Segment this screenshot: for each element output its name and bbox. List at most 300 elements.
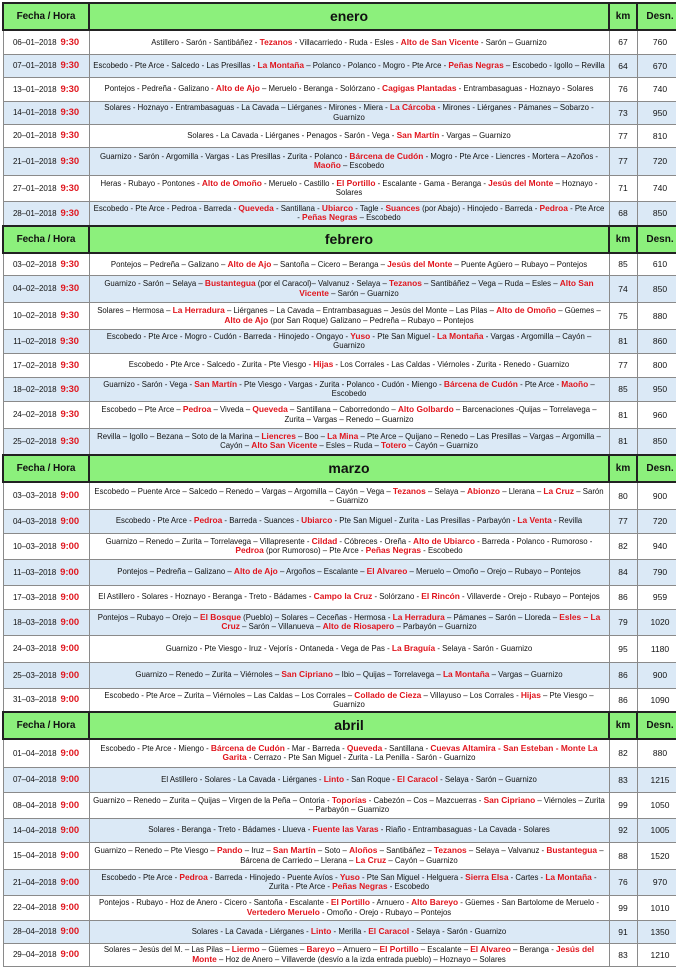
route-segment: – Beranga - <box>510 945 556 955</box>
highlight-climb: Totero <box>380 440 407 451</box>
route-segment: Solares – Jesús del M. – Las Pilas – <box>103 945 232 955</box>
route-cell <box>89 559 609 585</box>
ride-date: 10–03–2018 <box>12 541 57 551</box>
highlight-climb: Collado de Cieza <box>354 689 422 700</box>
highlight-climb: La Herradura <box>392 611 445 622</box>
route-segment: - Riaño - Entrambasaguas - La Cavada - Solares <box>378 825 550 835</box>
ride-time: 9:00 <box>60 926 80 937</box>
elevation-gain: 959 <box>637 585 676 609</box>
ride-date: 28–04–2018 <box>12 927 57 936</box>
elevation-gain: 670 <box>637 54 676 77</box>
highlight-climb: El Alvareo <box>470 944 511 955</box>
elevation-gain: 880 <box>637 739 676 767</box>
ride-time: 9:30 <box>60 359 80 371</box>
elevation-gain: 900 <box>637 662 676 688</box>
ride-date: 20–01–2018 <box>12 131 57 140</box>
highlight-climb: Linto <box>310 925 332 936</box>
ride-time: 9:00 <box>60 694 80 706</box>
route-segment: – Cayón – Guarnizo <box>406 441 478 451</box>
ride-date: 24–03–2018 <box>12 644 57 653</box>
distance-km: 77 <box>609 147 637 175</box>
ride-time: 9:00 <box>60 876 80 888</box>
route-segment: Revilla – Igollo – Bezana – Soto de la Marina – <box>97 432 262 442</box>
highlight-climb: Pando <box>216 845 243 856</box>
route-segment: Escobedo - Pte Arce - Mogro - Cudón - Barreda - Hinojedo - Ongayo - <box>106 331 351 341</box>
highlight-climb: Alto de Riosapero <box>322 621 395 631</box>
date-cell <box>3 329 89 353</box>
highlight-climb: La Herradura <box>172 305 225 316</box>
route-segment: – Villayuso – Los Corrales - <box>421 690 521 700</box>
route-cell <box>89 688 609 712</box>
highlight-climb: La Montaña <box>257 59 305 70</box>
ride-time: 9:00 <box>60 669 80 681</box>
ride-time: 9:30 <box>60 310 80 321</box>
route-segment: - Villacarriedo - Ruda - Esles - <box>292 37 401 47</box>
route-cell <box>89 818 609 842</box>
distance-km: 86 <box>609 585 637 609</box>
date-cell <box>3 302 89 329</box>
route-segment: - Solórzano - <box>372 592 422 602</box>
date-cell <box>3 792 89 818</box>
route-segment: - Santillana - <box>382 744 431 754</box>
elevation-gain: 1350 <box>637 920 676 943</box>
route-segment: – Selaya – <box>425 486 467 496</box>
distance-km: 83 <box>609 943 637 966</box>
route-cell <box>89 428 609 455</box>
ride-time: 9:00 <box>60 515 80 527</box>
route-segment: Escobedo – Puente Arce – Salcedo – Renedo – Vargas – Argomilla – Cayón – Vega – <box>94 486 393 496</box>
distance-km: 99 <box>609 792 637 818</box>
highlight-climb: La Braguía <box>391 642 436 653</box>
route-segment: - Los Corrales - Las Caldas - Viérnoles - Zurita - Renedo - Guarnizo <box>333 360 570 370</box>
ride-time: 9:00 <box>60 850 80 861</box>
ride-date: 03–03–2018 <box>12 491 57 501</box>
route-cell <box>89 533 609 559</box>
date-cell <box>3 147 89 175</box>
elevation-gain: 610 <box>637 253 676 275</box>
distance-km: 86 <box>609 688 637 712</box>
route-segment: Pontejos - Rubayo - Hoz de Anero - Cicero - Santoña - Escalante - <box>99 898 331 908</box>
route-segment: - Cerrazo - Pte San Miguel - Zurita - La Penilla - Sarón - Guarnizo <box>246 753 476 763</box>
route-segment: (por el Caracol)– Valvanuz - Selaya – <box>255 279 389 289</box>
route-segment: – Güemes – <box>259 945 307 955</box>
route-segment: – Santibáñez – Vega – Ruda – Esles – <box>421 279 560 289</box>
route-cell <box>89 739 609 767</box>
route-segment: – Güemes – <box>556 306 601 316</box>
ride-time: 9:00 <box>60 616 80 628</box>
highlight-climb: Fuente las Varas <box>312 824 379 835</box>
table-row <box>3 302 676 329</box>
highlight-climb: San Martín <box>194 378 238 389</box>
elevation-gain: 900 <box>637 482 676 509</box>
date-cell <box>3 943 89 966</box>
route-cell <box>89 609 609 635</box>
elevation-gain: 850 <box>637 428 676 455</box>
route-cell <box>89 201 609 226</box>
ride-time: 9:30 <box>60 107 80 118</box>
highlight-climb: Bustantegua <box>546 845 598 856</box>
date-cell <box>3 509 89 533</box>
date-time-header: Fecha / Hora <box>3 3 89 30</box>
route-segment: (por San Roque) Galizano – Pedreña – Rubayo – Pontejos <box>268 315 474 325</box>
highlight-climb: Tezanos <box>388 278 422 289</box>
month-name: enero <box>89 3 609 30</box>
route-cell <box>89 101 609 124</box>
highlight-climb: Alto de Ajo <box>224 314 269 325</box>
route-segment: Solares - Hoznayo - Entrambasaguas - La Cavada – Liérganes - Mirones - Miera - <box>104 103 390 113</box>
route-segment: (Pueblo) – Solares – Ceceñas - Hermosa - <box>241 612 393 622</box>
highlight-climb: Alto Bareyo <box>411 897 459 908</box>
highlight-climb: El Portillo <box>379 944 419 955</box>
route-segment: – Parbayón – Guarnizo <box>394 622 477 631</box>
date-time-header: Fecha / Hora <box>3 226 89 253</box>
date-cell <box>3 842 89 869</box>
route-segment: Pontejos – Pedreña – Galizano – <box>110 259 228 269</box>
distance-km: 99 <box>609 895 637 920</box>
elevation-gain: 950 <box>637 377 676 401</box>
route-cell <box>89 30 609 54</box>
date-cell <box>3 559 89 585</box>
route-segment: – Sarón – Guarnizo <box>329 486 604 505</box>
route-segment: – Pámanes – Sarón – Lloreda – <box>444 612 560 622</box>
distance-km: 88 <box>609 842 637 869</box>
ride-time: 9:00 <box>60 591 80 603</box>
route-cell <box>89 77 609 101</box>
ride-date: 11–02–2018 <box>13 336 57 346</box>
month-name: marzo <box>89 455 609 482</box>
ride-date: 04–02–2018 <box>12 284 57 293</box>
route-segment: - Mar - Barreda - <box>284 744 347 754</box>
ride-time: 9:00 <box>60 902 80 913</box>
highlight-climb: Jesús del Monte <box>387 258 453 269</box>
date-cell <box>3 920 89 943</box>
route-segment: - Pte San Miguel - Helguera - <box>359 872 466 882</box>
route-segment: - Arnuero - <box>369 898 412 908</box>
elevation-gain: 850 <box>637 275 676 302</box>
highlight-climb: Queveda <box>238 203 274 214</box>
date-cell <box>3 253 89 275</box>
ride-time: 9:30 <box>60 155 80 167</box>
highlight-climb: La Mina <box>327 431 359 442</box>
route-segment: - Selaya - Sarón – Guarnizo <box>438 774 537 784</box>
highlight-climb: El Alvareo <box>366 566 408 577</box>
distance-km: 67 <box>609 30 637 54</box>
ride-time: 9:30 <box>60 435 80 447</box>
table-row <box>3 77 676 101</box>
elevation-header: Desn. <box>637 226 676 253</box>
date-cell <box>3 585 89 609</box>
distance-km: 68 <box>609 201 637 226</box>
highlight-climb: Peñas Negras <box>365 545 422 555</box>
route-segment: – Puente Agüero – Rubayo – Pontejos <box>452 259 588 269</box>
ride-date: 07–01–2018 <box>12 61 57 70</box>
ride-time: 9:30 <box>60 283 80 294</box>
highlight-climb: Alto de Omoño <box>201 177 262 188</box>
route-segment: Escobedo - Pte Arce - Salcedo - Las Presillas - <box>93 60 258 70</box>
route-segment: Heras - Rubayo - Pontones - <box>100 178 202 188</box>
highlight-climb: Alto de San Vicente <box>400 36 479 47</box>
route-segment: – Polanco - Polanco - Mogro - Pte Arce - <box>304 60 449 70</box>
route-segment: Pontejos – Pedreña – Galizano – <box>117 567 234 577</box>
elevation-gain: 1520 <box>637 842 676 869</box>
route-segment: – Pte Viesgo – Guarnizo <box>333 690 594 709</box>
elevation-gain: 790 <box>637 559 676 585</box>
highlight-climb: Linto <box>323 773 345 784</box>
route-cell <box>89 792 609 818</box>
route-segment: – Vargas – Guarnizo <box>489 670 563 680</box>
highlight-climb: La Venta <box>517 515 552 526</box>
ride-time: 9:00 <box>60 566 79 578</box>
elevation-gain: 1090 <box>637 688 676 712</box>
table-row <box>3 688 676 712</box>
calendar-body <box>3 3 676 966</box>
route-segment: - Mogro - Pte Arce - Liencres - Mortera – Azoños - <box>423 151 599 161</box>
date-cell <box>3 275 89 302</box>
route-cell <box>89 377 609 401</box>
route-segment: - Santillana - <box>273 204 322 214</box>
highlight-climb: El Caracol <box>397 773 438 784</box>
route-segment: Escobedo – Pte Arce – <box>101 405 183 415</box>
highlight-climb: Cuevas Altamira - San Esteban - Monte La Garita <box>222 743 598 763</box>
distance-km: 80 <box>609 482 637 509</box>
ride-date: 04–03–2018 <box>12 516 57 526</box>
ride-date: 11–03–2018 <box>13 567 57 577</box>
distance-km: 91 <box>609 920 637 943</box>
highlight-climb: La Cárcoba <box>389 102 436 113</box>
highlight-climb: Jesús del Monte <box>488 177 554 188</box>
route-segment: - Omoño - Orejo - Rubayo – Pontejos <box>319 907 452 917</box>
route-segment: - Pte Arce - <box>297 204 605 223</box>
distance-km: 83 <box>609 767 637 792</box>
route-cell <box>89 482 609 509</box>
date-cell <box>3 401 89 428</box>
elevation-gain: 810 <box>637 124 676 147</box>
route-segment: - Meruelo - Castillo - <box>261 178 337 188</box>
highlight-climb: Pedroa <box>193 515 223 526</box>
elevation-gain: 960 <box>637 401 676 428</box>
route-segment: – Iruz – <box>242 846 273 856</box>
highlight-climb: La Montaña <box>437 330 484 341</box>
date-cell <box>3 662 89 688</box>
route-segment: Escobedo - Pte Arce - Miengo - <box>100 744 211 754</box>
date-cell <box>3 818 89 842</box>
route-segment: - Pte San Miguel - Zurita - Las Presillas - Parbayón - <box>332 516 518 526</box>
highlight-climb: El Portillo <box>336 177 376 188</box>
km-header: km <box>609 712 637 739</box>
date-cell <box>3 377 89 401</box>
ride-date: 08–04–2018 <box>12 800 57 810</box>
elevation-header: Desn. <box>637 712 676 739</box>
elevation-gain: 970 <box>637 869 676 895</box>
ride-time: 9:30 <box>60 383 80 395</box>
route-segment: - Entrambasaguas - Hoznayo - Solares <box>456 84 594 94</box>
route-segment: - San Roque - <box>344 774 398 784</box>
route-segment: – Sarón – Guarnizo <box>328 288 399 298</box>
table-row <box>3 869 676 895</box>
highlight-climb: Vertedero Meruelo <box>246 906 320 917</box>
highlight-climb: Tezanos <box>259 36 293 47</box>
ride-time: 9:30 <box>60 207 80 219</box>
route-segment: El Astillero - Solares - Hoznayo - Beranga - Treto - Bádames - <box>98 592 314 602</box>
date-cell <box>3 635 89 662</box>
route-segment: - Revilla <box>551 516 583 526</box>
route-cell <box>89 585 609 609</box>
date-cell <box>3 767 89 792</box>
ride-time: 9:30 <box>60 258 80 270</box>
route-segment: – Viveda – <box>211 405 253 415</box>
route-segment: – Selaya – Valvanuz - <box>466 846 547 856</box>
table-row <box>3 559 676 585</box>
highlight-climb: Bárcena de Cudón <box>443 378 518 389</box>
route-cell <box>89 635 609 662</box>
route-segment: – Soto – <box>315 846 350 856</box>
highlight-climb: Aloños <box>349 845 378 856</box>
route-segment: – Santoña – Cicero – Beranga – <box>271 259 388 269</box>
ride-time: 9:00 <box>60 774 80 785</box>
route-cell <box>89 353 609 377</box>
elevation-gain: 880 <box>637 302 676 329</box>
ride-time: 9:30 <box>60 409 80 420</box>
ride-date: 14–04–2018 <box>12 825 57 835</box>
ride-time: 9:30 <box>60 36 80 48</box>
highlight-climb: Campo la Cruz <box>313 591 373 602</box>
route-segment: – Boo – <box>295 432 328 442</box>
table-row <box>3 533 676 559</box>
date-cell <box>3 688 89 712</box>
date-cell <box>3 30 89 54</box>
route-cell <box>89 302 609 329</box>
ride-time: 9:00 <box>60 747 80 759</box>
table-row <box>3 895 676 920</box>
route-segment: Guarnizo - Sarón - Argomilla - Vargas - Las Presillas - Zurita - Polanco - <box>99 151 350 161</box>
route-segment: – Escalante – <box>418 945 471 955</box>
ride-date: 13–01–2018 <box>12 84 57 94</box>
elevation-gain: 1210 <box>637 943 676 966</box>
route-segment: - Cabezón – Cos – Mazcuerras - <box>366 795 484 805</box>
distance-km: 81 <box>609 401 637 428</box>
month-name: febrero <box>89 226 609 253</box>
distance-km: 85 <box>609 253 637 275</box>
highlight-climb: Peñas Negras <box>302 212 358 223</box>
route-segment: - Escalante - Gama - Beranga - <box>375 178 489 188</box>
highlight-climb: La Montaña <box>442 669 490 680</box>
elevation-gain: 760 <box>637 30 676 54</box>
table-row <box>3 428 676 455</box>
ride-date: 28–01–2018 <box>12 208 57 218</box>
ride-date: 18–03–2018 <box>12 617 57 627</box>
route-segment: - Tagle - <box>353 204 386 214</box>
highlight-climb: Hijas <box>313 359 334 370</box>
table-row <box>3 377 676 401</box>
table-row <box>3 943 676 966</box>
route-segment: – Meruelo – Omoño – Orejo – Rubayo – Pontejos <box>407 567 581 577</box>
date-cell <box>3 353 89 377</box>
distance-km: 71 <box>609 175 637 201</box>
table-row <box>3 767 676 792</box>
distance-km: 81 <box>609 329 637 353</box>
date-time-header: Fecha / Hora <box>3 455 89 482</box>
highlight-climb: Sierra Elsa <box>465 871 509 882</box>
km-header: km <box>609 455 637 482</box>
distance-km: 64 <box>609 54 637 77</box>
route-segment: - Escobedo <box>387 882 430 891</box>
month-name: abril <box>89 712 609 739</box>
ride-date: 01–04–2018 <box>12 748 57 758</box>
route-segment: – Meruelo - Beranga - Solórzano - <box>259 84 383 94</box>
ride-time: 9:30 <box>60 83 80 95</box>
highlight-climb: San Cipriano <box>483 794 536 805</box>
highlight-climb: Alto de Ubiarco <box>413 535 475 546</box>
ride-date: 06–01–2018 <box>12 37 57 47</box>
table-row <box>3 30 676 54</box>
highlight-climb: Jesús del Monte <box>192 944 595 964</box>
route-segment: - Pte Viesgo - Vargas - Zurita - Polanco - Cudón - Miengo - <box>237 379 444 389</box>
table-row <box>3 792 676 818</box>
route-cell <box>89 54 609 77</box>
route-segment: Guarnizo - Sarón - Vega - <box>103 379 195 389</box>
highlight-climb: La Cruz <box>355 854 387 865</box>
table-row <box>3 101 676 124</box>
highlight-climb: Alto de Omoño <box>496 305 557 316</box>
table-row <box>3 482 676 509</box>
ride-date: 17–03–2018 <box>12 592 57 602</box>
highlight-climb: Ubiarco <box>321 203 354 214</box>
table-row <box>3 124 676 147</box>
route-segment: – Barcenaciones -Quijas – Torrelavega – Zurita – Vargas – Renedo – Guarnizo <box>284 405 597 424</box>
ride-time: 9:00 <box>60 643 80 654</box>
distance-km: 76 <box>609 77 637 101</box>
table-row <box>3 585 676 609</box>
ride-time: 9:00 <box>60 949 80 960</box>
table-row <box>3 635 676 662</box>
highlight-climb: Suances <box>385 203 420 214</box>
route-cell <box>89 509 609 533</box>
highlight-climb: La Cruz <box>543 485 575 496</box>
highlight-climb: Ubiarco <box>301 515 333 526</box>
highlight-climb: Toporías <box>331 794 367 805</box>
route-segment: - Vargas - Argomilla – Cayón – Guarnizo <box>333 331 592 350</box>
route-segment: – Escobedo <box>340 161 385 170</box>
distance-km: 77 <box>609 509 637 533</box>
date-cell <box>3 54 89 77</box>
route-segment: – Argoños – Escalante – <box>277 567 367 577</box>
distance-km: 81 <box>609 428 637 455</box>
ride-date: 25–02–2018 <box>12 436 57 446</box>
route-segment: Escobedo - Pte Arce – Zurita – Viérnoles – Las Caldas – Los Corrales – <box>104 690 355 700</box>
route-cell <box>89 253 609 275</box>
table-row <box>3 818 676 842</box>
route-cell <box>89 147 609 175</box>
route-cell <box>89 401 609 428</box>
highlight-climb: Alto San Vicente <box>251 440 318 451</box>
highlight-climb: Hijas <box>520 689 541 700</box>
highlight-climb: Yuso <box>339 871 360 882</box>
route-segment: - Sarón – Guarnizo <box>478 37 547 47</box>
highlight-climb: Bareyo <box>306 944 335 955</box>
highlight-climb: Queveda <box>346 743 383 754</box>
ride-date: 15–04–2018 <box>12 851 57 860</box>
route-segment: – Sarón – Villanueva – <box>239 622 323 631</box>
highlight-climb: Bárcena de Cudón <box>210 743 285 754</box>
distance-km: 82 <box>609 739 637 767</box>
route-segment: – Arnuero – <box>334 945 380 955</box>
ride-time: 9:30 <box>60 130 80 141</box>
ride-date: 27–01–2018 <box>12 183 57 193</box>
date-time-header: Fecha / Hora <box>3 712 89 739</box>
route-cell <box>89 175 609 201</box>
route-segment: - Merilla - <box>331 926 369 936</box>
date-cell <box>3 609 89 635</box>
